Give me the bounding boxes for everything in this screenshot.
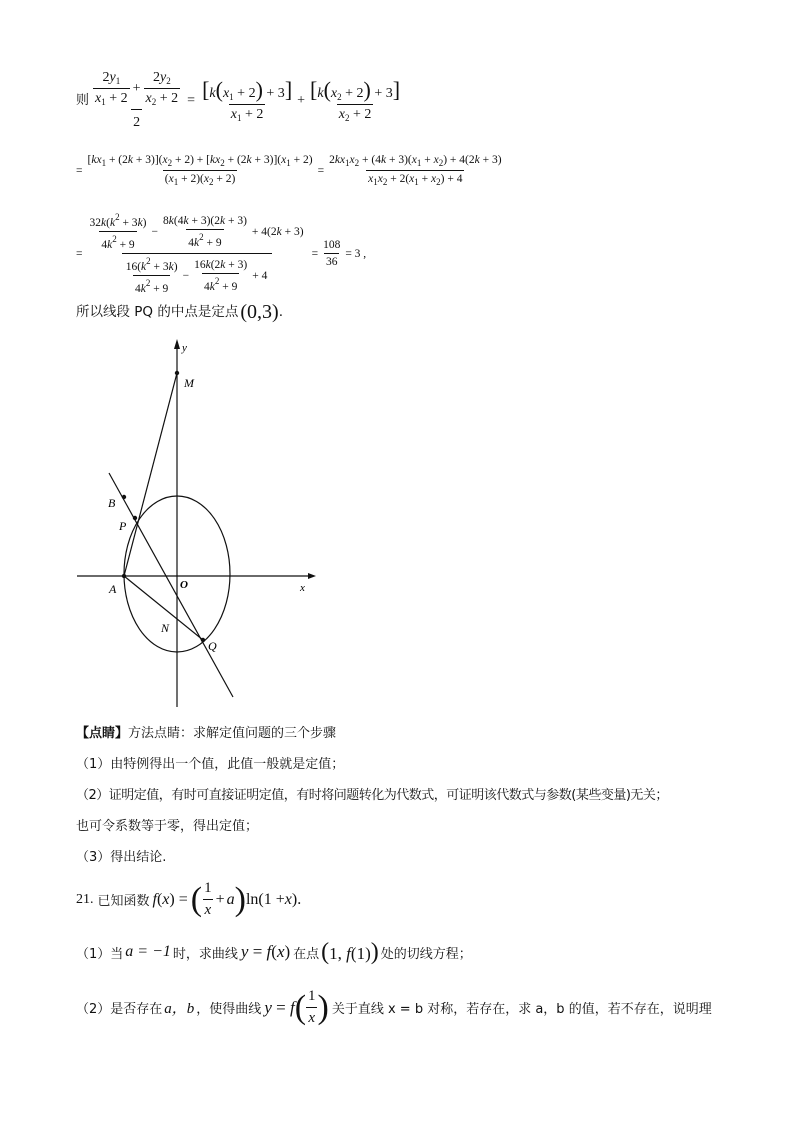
equation-line-3: = $\frac{32k(k^2 + 3k)}{4k^2 + 9}$ − $\frac{8k(4k + 3)(2k + 3)}{4k^2 + 9}$ + 4(2k + 3) $\frac{16(k^2 + 3k)}{4k^2 + 9}$ − $\frac{16k(2k + 3)}{4k^2 + 9}$ + 4 = $\frac{108}{36}$ = 3 , <box>76 212 367 295</box>
commentary-title: 【点睛】 <box>76 726 129 741</box>
label-M: M <box>184 376 194 390</box>
result-numerator: 108 <box>323 239 341 251</box>
label-A: A <box>109 582 117 596</box>
x-axis-arrow <box>308 573 316 579</box>
conclusion-end: . <box>278 304 283 320</box>
prefix-text: 则 <box>76 92 90 108</box>
problem-stem-text: 已知函数 <box>97 894 150 909</box>
commentary-intro: 方法点睛：求解定值问题的三个步骤 <box>128 726 337 741</box>
commentary-step-2-cont: 也可令系数等于零，得出定值； <box>76 819 259 834</box>
point-P <box>133 516 137 520</box>
part2-prefix: （2）是否存在 <box>76 1002 163 1017</box>
point-B <box>122 495 126 499</box>
part2-variables: a，b <box>164 1001 195 1017</box>
problem-21-stem <box>76 880 301 919</box>
problem-21-part-1 <box>76 940 472 964</box>
fraction-lhs: $\frac{2y_1}{x_1 + 2}$ + $\frac{2y_2}{x_2 + 2}$ 2 <box>95 70 179 130</box>
geometry-figure <box>60 335 330 715</box>
commentary-step-3: （3）得出结论. <box>76 850 167 865</box>
part2-end: 关于直线 x = b 对称，若存在，求 a，b 的值，若不存在，说明理 <box>331 1002 712 1017</box>
label-P: P <box>119 519 127 533</box>
commentary-step-1: （1）由特例得出一个值，此值一般就是定值； <box>76 757 345 772</box>
equation-line-1: 则 $\frac{2y_1}{x_1 + 2}$ + $\frac{2y_2}{x_2 + 2}$ 2 = $\frac{[k(x_1 + 2) + 3]}{x_1 + 2}$ + $\frac{[k(x_2 + 2) + 3]}{x_2 + 2}$ <box>76 70 401 130</box>
conclusion-line <box>76 301 283 323</box>
problem-number: 21. <box>76 891 94 907</box>
label-B: B <box>108 496 116 510</box>
transformed-curve-formula: y = f ( $\frac{1}{x}$ ) <box>264 988 329 1026</box>
label-N: N <box>161 621 170 635</box>
label-y: y <box>182 342 187 354</box>
part1-mid2: 在点 <box>293 946 320 962</box>
line-BQ <box>109 473 233 697</box>
part1-mid: 时，求曲线 <box>172 946 238 962</box>
part2-mid: ，使得曲线 <box>196 1002 262 1017</box>
result-denominator: 36 <box>324 253 340 268</box>
result-tail: = 3 , <box>345 247 367 260</box>
point-Q <box>201 638 205 642</box>
commentary-block <box>76 718 668 873</box>
label-Q: Q <box>208 639 217 653</box>
point-A <box>122 574 126 578</box>
part1-condition: a = −1 <box>125 943 171 960</box>
fixed-point: (0,3) <box>240 301 279 323</box>
point-formula: (1, f(1)) <box>321 939 379 965</box>
function-formula: f ( x ) = ( $\frac{1}{x}$ + a ) ln(1 + x ). <box>152 880 302 918</box>
label-x: x <box>300 582 305 594</box>
y-axis-arrow <box>174 339 180 349</box>
part1-end: 处的切线方程； <box>380 946 472 962</box>
label-O: O <box>180 579 188 591</box>
equation-line-2: = $\frac{[kx_1 + (2k + 3)](x_2 + 2) + [kx_2 + (2k + 3)](x_1 + 2)}{(x_1 + 2)(x_2 + 2)}$ = $\frac{2kx_1x_2 + (4k + 3)(x_1 + x_2) + 4(2k + 3)}{x_1x_2 + 2(x_1 + x_2) + 4}$ <box>76 154 502 187</box>
line-AM <box>124 373 177 576</box>
commentary-step-2: （2）证明定值，有时可直接证明定值，有时将问题转化为代数式，可证明该代数式与参数(某些变量)无关； <box>76 788 668 803</box>
part1-prefix: （1）当 <box>76 946 124 962</box>
problem-21-part-2 <box>76 988 712 1027</box>
conclusion-text: 所以线段 PQ 的中点是定点 <box>76 304 239 320</box>
point-M <box>175 371 179 375</box>
commentary-heading <box>76 718 668 749</box>
curve-formula: y = f(x) <box>240 942 291 961</box>
